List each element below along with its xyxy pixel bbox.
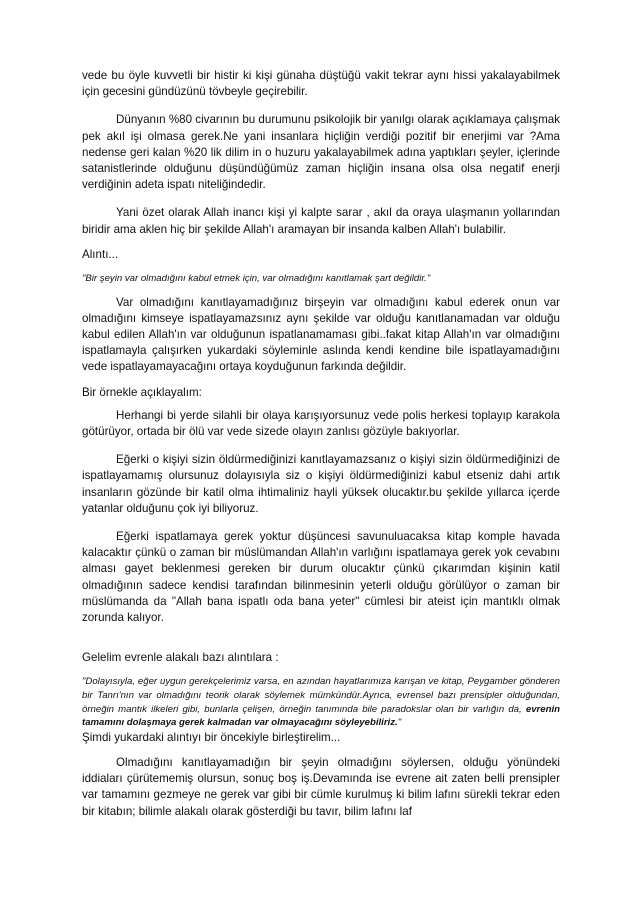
paragraph-1: vede bu öyle kuvvetli bir histir ki kişi günaha düştüğü vakit tekrar aynı hissi yakalayabilmek için gecesini gündüzünü tövbeyle geçirebilir. <box>82 69 560 99</box>
paragraph-3: Yani özet olarak Allah inancı kişi yi kalpte sarar , akıl da oraya ulaşmanın yollarından biridir ama aklen hiç bir şekilde Allah'ı aramayan bir insanda kalben Allah'ı bulabilir. <box>82 206 560 236</box>
quote-2 <box>82 675 560 729</box>
paragraph-8: Olmadığını kanıtlayamadığın bir şeyin olmadığını söylersen, olduğu yönündeki iddiaları çürütememiş olursun, sonuç boş iş.Devamında ise evrene ait zaten belli prensipler var tamamını gezmeye ne gerek var gibi bir cümle kurulmuş ki bilim lafını sürekli tekrar eden bir kitabın; bilimle alakalı olarak gösterdiği bu tavır, bilim lafını laf <box>82 756 560 818</box>
paragraph-5: Herhangi bi yerde silahli bir olaya karışıyorsunuz vede polis herkesi toplayıp karakola götürüyor, ortada bir ölü var vede sizede olayın zanlısı gözüyle bakıyorlar. <box>82 408 560 439</box>
paragraph-4: Var olmadığını kanıtlayamadığınız birşeyin var olmadığını kabul ederek onun var olmadığını kimseye ispatlayamazsınız aynı şekilde var olduğu kanıtlanamadan var olduğu kabul edilen Allah'ın var olduğunun ispatlanamaması gibi..fakat kitap Allah'ın var olmadığını ispatlamayla çalışırken yukardaki söyleminle aslında kendi kendine bile ispatlayamadığını vede ispatlayamayacağını ortaya koyduğunun farkında değildir. <box>82 295 560 374</box>
quote-2-bold: evrenin tamamını dolaşmaya gerek kalmadan var olmayacağını söyleyebiliriz. <box>82 703 560 729</box>
example-heading: Bir örnekle açıklayalım: <box>82 385 202 399</box>
universe-heading: Gelelim evrenle alakalı bazı alıntılara : <box>82 651 279 665</box>
paragraph-2: Dünyanın %80 civarının bu durumunu psikolojik bir yanılgı olarak açıklamaya çalışmak pek akıl işi olmasa gerek.Ne yani insanlara hiçliğin verdiği pozitif bir enerjimi var ?Ama nedense geri kalan %20 lik dilim in o huzuru yakalayabilmek adına yaptıkları şeyler, içlerinde satanistlerinde olduğunu düşündüğümüz zaman hiçliğin insana olsa olsa negatif enerji verdiğinin adeta ispatı niteliğindedir. <box>82 113 560 192</box>
quote-2-text: "Dolayısıyla, eğer uygun gerekçelerimiz varsa, en azından hayatlarımıza karışan ve kitap, Peygamber gönderen bir Tanrı'nın var olmadığını teorik olarak söylemek mümkündür.Ayrıca, evrensel bazı prensipler olduğundan, örneğin mantık ilkeleri gibi, bunlarla çelişen, örneğin tanımında bile paradokslar olan bir varlığın da, <box>82 676 560 715</box>
quote-intro: Alıntı... <box>82 247 119 261</box>
quote-2-end: " <box>397 717 402 729</box>
paragraph-6: Eğerki o kişiyi sizin öldürmediğinizi kanıtlayamazsanız o kişiyi sizin öldürmediğinizi de ispatlayamamış olursunuz dolayısıyla siz o kişiyi öldürmediğinizi kabul etseniz dahi artık insanların gözünde bir katil olma ihtimaliniz hayli yüksek olucaktır.bu şekilde yıllarca içerde yatanlar olduğunu çok iyi biliyoruz. <box>82 453 560 515</box>
combine-line: Şimdi yukardaki alıntıyı bir öncekiyle birleştirelim... <box>82 730 341 744</box>
paragraph-7: Eğerki ispatlamaya gerek yoktur düşüncesi savunuluacaksa kitap komple havada kalacaktır çünkü o zaman bir müslümandan Allah'ın varlığını ispatlamaya gerek yok cevabını alması gayet beklenmesi gereken bir durum olucaktır çünkü çıkarımdan kişinin katil olmadığının sadece kendisi tarafından bilinmesinin yeterli olduğu görülüyor o zaman bir müslümanda da "Allah bana ispatlı oda bana yeter" cümlesi bir ateist için mantıklı olmak zorunda kalıyor. <box>82 530 560 625</box>
document-page <box>82 68 560 820</box>
quote-1: "Bir şeyin var olmadığını kabul etmek için, var olmadığını kanıtlamak şart değildir." <box>82 273 431 285</box>
